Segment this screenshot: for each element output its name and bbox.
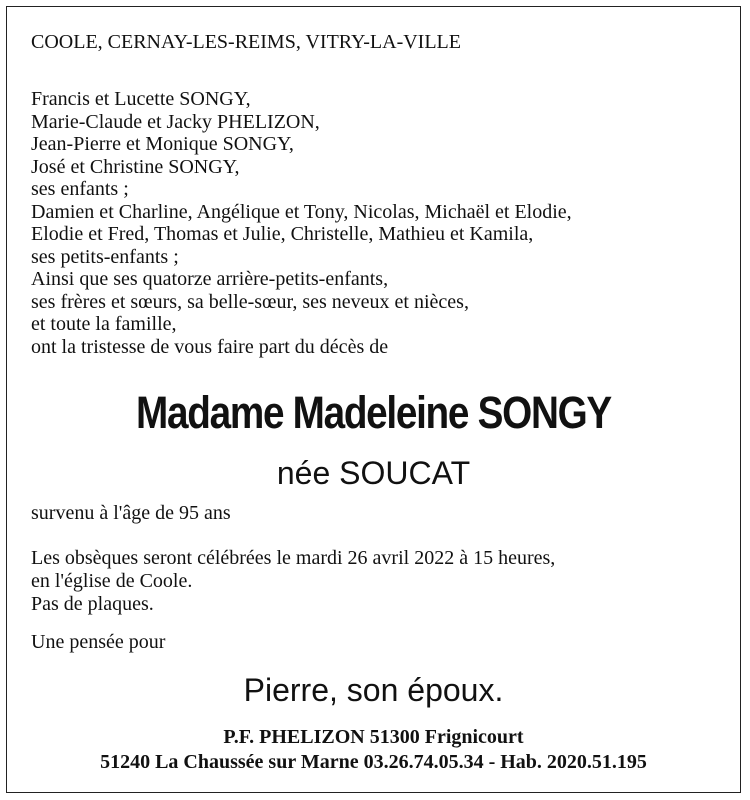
funeral-line: Pas de plaques. xyxy=(31,593,154,615)
funeral-details xyxy=(31,547,555,616)
deceased-name: Madame Madeleine SONGY xyxy=(136,387,611,438)
family-line: Damien et Charline, Angélique et Tony, Nicolas, Michaël et Elodie, xyxy=(31,200,572,223)
family-line: ont la tristesse de vous faire part du décès de xyxy=(31,335,389,358)
family-line: Jean-Pierre et Monique SONGY, xyxy=(31,133,294,155)
funeral-home-footer xyxy=(7,725,740,775)
family-line: ses enfants ; xyxy=(31,178,129,200)
thought-intro: Une pensée pour xyxy=(31,631,166,653)
family-announcement xyxy=(31,88,572,358)
funeral-line: Les obsèques seront célébrées le mardi 26 avril 2022 à 15 heures, xyxy=(31,547,556,569)
family-line: Ainsi que ses quatorze arrière-petits-enfants, xyxy=(31,268,389,290)
family-line: José et Christine SONGY, xyxy=(31,155,240,178)
funeral-line: en l'église de Coole. xyxy=(31,570,193,592)
family-line: ses frères et sœurs, sa belle-sœur, ses neveux et nièces, xyxy=(31,290,469,313)
maiden-name: née SOUCAT xyxy=(276,455,471,491)
family-line: Francis et Lucette SONGY, xyxy=(31,88,251,110)
locations-heading: COOLE, CERNAY-LES-REIMS, VITRY-LA-VILLE xyxy=(31,31,461,53)
obituary-notice-frame xyxy=(6,6,741,793)
funeral-home-contact: 51240 La Chaussée sur Marne 03.26.74.05.34 - Hab. 2020.51.195 xyxy=(100,751,647,773)
family-line: ses petits-enfants ; xyxy=(31,245,179,268)
spouse-mention: Pierre, son époux. xyxy=(243,672,504,708)
family-line: Elodie et Fred, Thomas et Julie, Christelle, Mathieu et Kamila, xyxy=(31,223,534,245)
family-line: et toute la famille, xyxy=(31,313,177,335)
family-line: Marie-Claude et Jacky PHELIZON, xyxy=(31,110,320,133)
funeral-home-name: P.F. PHELIZON 51300 Frignicourt xyxy=(223,726,524,748)
age-at-death: survenu à l'âge de 95 ans xyxy=(31,502,231,524)
